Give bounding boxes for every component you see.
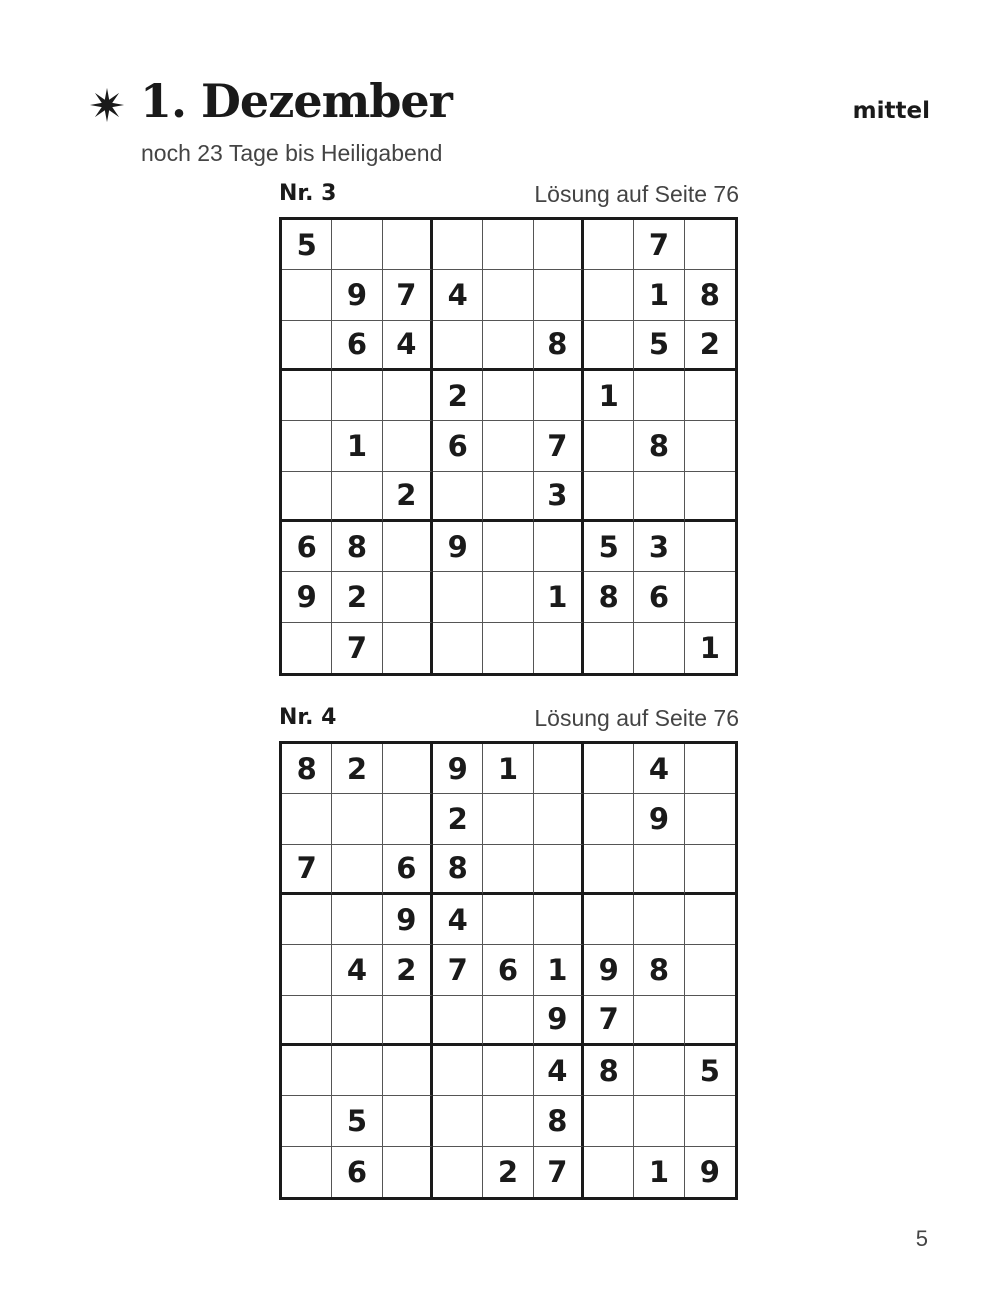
puzzle-number: Nr. 4 xyxy=(279,705,337,730)
sudoku-cell[interactable] xyxy=(483,270,533,320)
sudoku-cell[interactable]: 6 xyxy=(282,522,332,572)
sudoku-cell[interactable]: 7 xyxy=(433,945,483,995)
sudoku-cell[interactable]: 2 xyxy=(433,371,483,421)
sudoku-cell[interactable]: 4 xyxy=(332,945,382,995)
sudoku-cell[interactable]: 9 xyxy=(634,794,684,844)
sudoku-cell[interactable]: 8 xyxy=(584,1046,634,1096)
sudoku-cell[interactable] xyxy=(433,1096,483,1146)
sudoku-cell[interactable] xyxy=(433,623,483,673)
sudoku-cell[interactable] xyxy=(332,1046,382,1096)
sudoku-cell[interactable]: 9 xyxy=(699,1154,720,1189)
sudoku-cell[interactable]: 7 xyxy=(332,623,382,673)
sudoku-cell[interactable]: 4 xyxy=(634,744,684,794)
sudoku-cell[interactable]: 6 xyxy=(332,1147,382,1197)
sudoku-cell[interactable] xyxy=(483,220,533,270)
sudoku-cell[interactable] xyxy=(483,572,533,622)
sudoku-cell[interactable] xyxy=(685,1096,735,1146)
sudoku-cell[interactable] xyxy=(584,845,634,895)
sudoku-cell[interactable]: 3 xyxy=(634,522,684,572)
sudoku-cell[interactable]: 9 xyxy=(584,945,634,995)
sudoku-cell[interactable] xyxy=(282,996,332,1046)
sudoku-cell[interactable] xyxy=(332,371,382,421)
sudoku-cell[interactable] xyxy=(282,945,332,995)
sudoku-cell[interactable] xyxy=(534,845,584,895)
sudoku-cell[interactable] xyxy=(383,794,433,844)
sudoku-cell[interactable] xyxy=(433,1046,483,1096)
difficulty-label: mittel xyxy=(852,98,930,124)
sudoku-cell[interactable] xyxy=(634,1096,684,1146)
sudoku-cell[interactable]: 9 xyxy=(282,572,332,622)
sudoku-cell[interactable] xyxy=(685,371,735,421)
sudoku-cell[interactable] xyxy=(282,371,332,421)
sudoku-cell[interactable] xyxy=(332,220,382,270)
sudoku-cell[interactable]: 3 xyxy=(534,472,584,522)
sudoku-cell[interactable]: 4 xyxy=(534,1046,584,1096)
sudoku-cell[interactable] xyxy=(584,1096,634,1146)
sudoku-cell[interactable] xyxy=(383,1096,433,1146)
sudoku-cell[interactable]: 5 xyxy=(634,321,684,371)
sudoku-cell[interactable] xyxy=(332,472,382,522)
sudoku-cell[interactable] xyxy=(534,220,584,270)
sudoku-cell[interactable]: 1 xyxy=(699,630,720,665)
sudoku-cell[interactable] xyxy=(634,996,684,1046)
sudoku-cell[interactable] xyxy=(383,371,433,421)
sudoku-cell[interactable]: 6 xyxy=(383,845,433,895)
sudoku-cell[interactable] xyxy=(534,744,584,794)
sudoku-cell[interactable] xyxy=(332,996,382,1046)
sudoku-cell[interactable]: 9 xyxy=(433,522,483,572)
sudoku-grid-nr3 xyxy=(279,217,738,676)
sudoku-cell[interactable]: 9 xyxy=(433,744,483,794)
sudoku-cell[interactable]: 9 xyxy=(332,270,382,320)
sudoku-cell[interactable]: 2 xyxy=(483,1147,533,1197)
sudoku-cell[interactable] xyxy=(584,321,634,371)
sudoku-cell[interactable] xyxy=(383,421,433,471)
sudoku-cell[interactable] xyxy=(282,421,332,471)
sudoku-grid-nr4 xyxy=(279,741,738,1200)
sudoku-cell[interactable] xyxy=(584,895,634,945)
sudoku-cell[interactable]: 4 xyxy=(383,321,433,371)
sudoku-cell[interactable] xyxy=(483,472,533,522)
sudoku-cell[interactable] xyxy=(383,220,433,270)
page-number: 5 xyxy=(915,1226,928,1251)
sudoku-cell[interactable] xyxy=(282,1096,332,1146)
sudoku-cell[interactable]: 4 xyxy=(433,895,483,945)
sudoku-cell[interactable] xyxy=(433,321,483,371)
sudoku-cell[interactable]: 1 xyxy=(584,371,634,421)
sudoku-cell[interactable]: 7 xyxy=(383,270,433,320)
sudoku-cell[interactable]: 8 xyxy=(433,845,483,895)
sudoku-cell[interactable]: 4 xyxy=(433,270,483,320)
sudoku-cell[interactable] xyxy=(483,895,533,945)
sudoku-cell[interactable] xyxy=(584,623,634,673)
sudoku-cell[interactable] xyxy=(584,270,634,320)
sudoku-cell[interactable] xyxy=(282,1046,332,1096)
sudoku-cell[interactable]: 2 xyxy=(383,472,433,522)
sudoku-cell[interactable]: 8 xyxy=(634,421,684,471)
page-subtitle: noch 23 Tage bis Heiligabend xyxy=(141,140,443,166)
sudoku-cell[interactable] xyxy=(332,895,382,945)
sudoku-cell[interactable] xyxy=(534,270,584,320)
sudoku-cell[interactable]: 5 xyxy=(685,1046,735,1096)
sudoku-cell[interactable]: 7 xyxy=(282,845,332,895)
sudoku-cell[interactable]: 1 xyxy=(634,270,684,320)
sudoku-cell[interactable] xyxy=(534,794,584,844)
sudoku-cell[interactable] xyxy=(685,572,735,622)
sudoku-cell[interactable] xyxy=(534,623,584,673)
sudoku-cell[interactable]: 2 xyxy=(383,945,433,995)
sudoku-cell[interactable] xyxy=(483,623,533,673)
sudoku-cell[interactable] xyxy=(433,472,483,522)
sudoku-cell[interactable]: 2 xyxy=(332,572,382,622)
puzzle-header-nr4 xyxy=(279,705,739,735)
star-icon xyxy=(88,86,126,124)
sudoku-cell[interactable] xyxy=(685,421,735,471)
sudoku-cell[interactable] xyxy=(483,996,533,1046)
sudoku-cell[interactable]: 7 xyxy=(584,996,634,1046)
sudoku-cell[interactable] xyxy=(483,371,533,421)
sudoku-cell[interactable]: 5 xyxy=(282,220,332,270)
sudoku-cell[interactable] xyxy=(634,845,684,895)
sudoku-cell[interactable] xyxy=(685,945,735,995)
sudoku-cell[interactable]: 2 xyxy=(433,794,483,844)
sudoku-cell[interactable]: 1 xyxy=(534,945,584,995)
sudoku-cell[interactable] xyxy=(584,744,634,794)
page-header xyxy=(88,74,930,140)
sudoku-cell[interactable]: 1 xyxy=(534,572,584,622)
sudoku-cell[interactable] xyxy=(534,895,584,945)
sudoku-cell[interactable] xyxy=(383,522,433,572)
sudoku-cell[interactable] xyxy=(282,895,332,945)
sudoku-cell[interactable] xyxy=(634,371,684,421)
sudoku-cell[interactable] xyxy=(383,572,433,622)
sudoku-cell[interactable]: 9 xyxy=(383,895,433,945)
sudoku-cell[interactable] xyxy=(685,895,735,945)
sudoku-cell[interactable] xyxy=(483,321,533,371)
sudoku-cell[interactable]: 8 xyxy=(332,522,382,572)
sudoku-cell[interactable] xyxy=(282,321,332,371)
sudoku-cell[interactable]: 1 xyxy=(483,744,533,794)
sudoku-cell[interactable] xyxy=(685,845,735,895)
sudoku-cell[interactable] xyxy=(685,794,735,844)
sudoku-cell[interactable] xyxy=(584,472,634,522)
puzzle-number: Nr. 3 xyxy=(279,181,337,206)
sudoku-cell[interactable]: 6 xyxy=(433,421,483,471)
solution-reference: Lösung auf Seite 76 xyxy=(534,705,739,731)
sudoku-cell[interactable] xyxy=(433,220,483,270)
sudoku-cell[interactable]: 1 xyxy=(332,421,382,471)
sudoku-cell[interactable] xyxy=(282,1147,332,1197)
sudoku-cell[interactable] xyxy=(634,1046,684,1096)
sudoku-cell[interactable]: 2 xyxy=(332,744,382,794)
sudoku-cell[interactable]: 6 xyxy=(634,572,684,622)
sudoku-cell[interactable] xyxy=(685,522,735,572)
sudoku-cell[interactable] xyxy=(383,1046,433,1096)
sudoku-cell[interactable] xyxy=(584,1147,634,1197)
sudoku-cell[interactable] xyxy=(433,1147,483,1197)
sudoku-cell[interactable] xyxy=(483,522,533,572)
sudoku-cell[interactable] xyxy=(433,996,483,1046)
sudoku-cell[interactable]: 8 xyxy=(634,945,684,995)
sudoku-cell[interactable]: 7 xyxy=(534,1147,584,1197)
sudoku-cell[interactable] xyxy=(634,623,684,673)
sudoku-cell[interactable] xyxy=(433,572,483,622)
sudoku-cell[interactable] xyxy=(282,270,332,320)
sudoku-cell[interactable]: 7 xyxy=(634,220,684,270)
sudoku-cell[interactable] xyxy=(483,794,533,844)
sudoku-cell[interactable] xyxy=(483,1046,533,1096)
sudoku-cell[interactable]: 9 xyxy=(534,996,584,1046)
sudoku-cell[interactable] xyxy=(483,845,533,895)
sudoku-cell[interactable] xyxy=(332,794,382,844)
sudoku-cell[interactable] xyxy=(383,1147,433,1197)
sudoku-cell[interactable] xyxy=(483,1096,533,1146)
sudoku-cell[interactable] xyxy=(685,220,735,270)
sudoku-cell[interactable] xyxy=(584,794,634,844)
sudoku-cell[interactable] xyxy=(685,744,735,794)
sudoku-cell[interactable]: 5 xyxy=(584,522,634,572)
sudoku-cell[interactable] xyxy=(282,472,332,522)
page-title: 1. Dezember xyxy=(140,74,452,128)
sudoku-cell[interactable] xyxy=(584,421,634,471)
sudoku-cell[interactable]: 6 xyxy=(483,945,533,995)
sudoku-cell[interactable]: 5 xyxy=(332,1096,382,1146)
sudoku-cell[interactable] xyxy=(332,845,382,895)
solution-reference: Lösung auf Seite 76 xyxy=(534,181,739,207)
sudoku-cell[interactable] xyxy=(534,371,584,421)
sudoku-cell[interactable] xyxy=(383,623,433,673)
sudoku-cell[interactable] xyxy=(634,472,684,522)
puzzle-header-nr3 xyxy=(279,181,739,211)
sudoku-cell[interactable]: 8 xyxy=(685,270,735,320)
sudoku-cell[interactable]: 1 xyxy=(634,1147,684,1197)
sudoku-cell[interactable]: 8 xyxy=(534,1096,584,1146)
sudoku-cell[interactable]: 8 xyxy=(584,572,634,622)
sudoku-cell[interactable]: 2 xyxy=(685,321,735,371)
sudoku-cell[interactable] xyxy=(685,472,735,522)
sudoku-cell[interactable] xyxy=(584,220,634,270)
sudoku-cell[interactable]: 7 xyxy=(534,421,584,471)
sudoku-cell[interactable] xyxy=(383,744,433,794)
sudoku-cell[interactable] xyxy=(282,623,332,673)
sudoku-cell[interactable]: 8 xyxy=(534,321,584,371)
sudoku-cell[interactable]: 8 xyxy=(282,744,332,794)
sudoku-cell[interactable] xyxy=(685,996,735,1046)
sudoku-cell[interactable] xyxy=(483,421,533,471)
sudoku-cell[interactable] xyxy=(282,794,332,844)
sudoku-cell[interactable] xyxy=(534,522,584,572)
sudoku-cell[interactable]: 6 xyxy=(332,321,382,371)
sudoku-cell[interactable] xyxy=(383,996,433,1046)
sudoku-cell[interactable] xyxy=(634,895,684,945)
